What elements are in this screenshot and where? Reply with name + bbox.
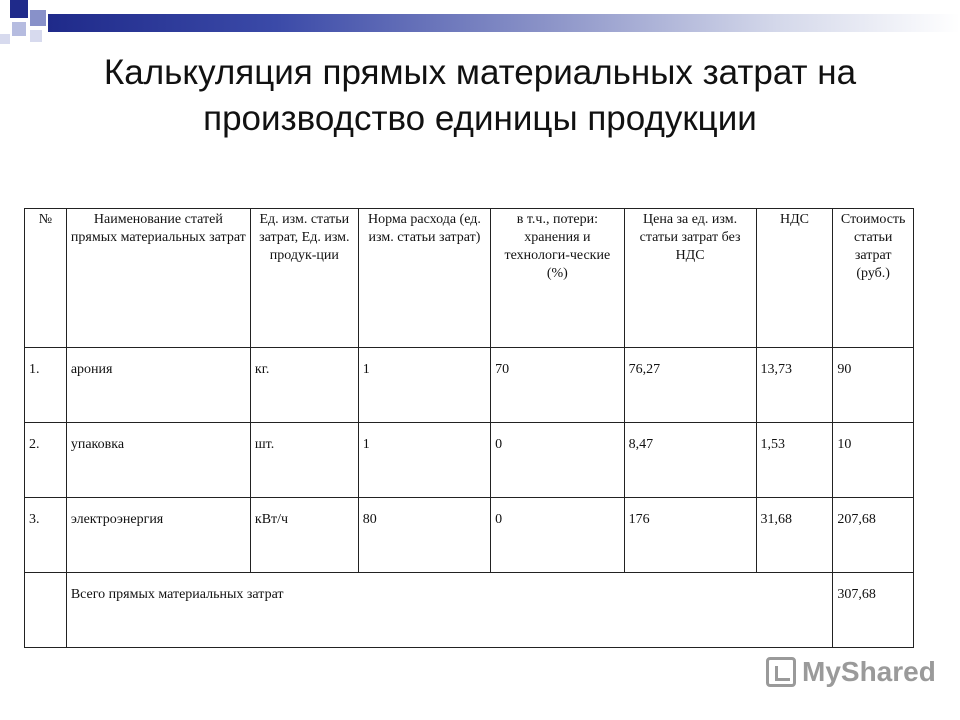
cell-norm: 1 bbox=[358, 423, 490, 498]
cell-unit: кВт/ч bbox=[250, 498, 358, 573]
logo-text: MyShared bbox=[802, 656, 936, 687]
header-unit: Ед. изм. статьи затрат, Ед. изм. продук-ции bbox=[250, 209, 358, 348]
cell-norm: 80 bbox=[358, 498, 490, 573]
total-row bbox=[25, 573, 914, 648]
table-row bbox=[25, 348, 914, 423]
decor-square bbox=[30, 10, 46, 26]
cell-cost: 90 bbox=[833, 348, 914, 423]
cell-unit: шт. bbox=[250, 423, 358, 498]
cell-name: электроэнергия bbox=[66, 498, 250, 573]
table-header-row bbox=[25, 209, 914, 348]
cell-price: 76,27 bbox=[624, 348, 756, 423]
cell-empty bbox=[25, 573, 67, 648]
cell-nds: 1,53 bbox=[756, 423, 833, 498]
decor-square bbox=[0, 34, 10, 44]
myshared-logo-icon bbox=[766, 657, 796, 687]
cell-nds: 13,73 bbox=[756, 348, 833, 423]
myshared-logo bbox=[766, 654, 936, 690]
header-norm: Норма расхода (ед. изм. статьи затрат) bbox=[358, 209, 490, 348]
cell-losses: 0 bbox=[491, 423, 624, 498]
cell-number: 2. bbox=[25, 423, 67, 498]
header-losses: в т.ч., потери: хранения и технологи-ческие (%) bbox=[491, 209, 624, 348]
cell-name: упаковка bbox=[66, 423, 250, 498]
header-number: № bbox=[25, 209, 67, 348]
total-value: 307,68 bbox=[833, 573, 914, 648]
header-price: Цена за ед. изм. статьи затрат без НДС bbox=[624, 209, 756, 348]
cell-unit: кг. bbox=[250, 348, 358, 423]
table-row bbox=[25, 423, 914, 498]
cost-table bbox=[24, 208, 914, 648]
cell-name: арония bbox=[66, 348, 250, 423]
cell-price: 176 bbox=[624, 498, 756, 573]
cell-losses: 70 bbox=[491, 348, 624, 423]
header-cost: Стоимость статьи затрат (руб.) bbox=[833, 209, 914, 348]
cell-price: 8,47 bbox=[624, 423, 756, 498]
cell-norm: 1 bbox=[358, 348, 490, 423]
cell-losses: 0 bbox=[491, 498, 624, 573]
header-nds: НДС bbox=[756, 209, 833, 348]
cell-cost: 207,68 bbox=[833, 498, 914, 573]
gradient-bar bbox=[48, 14, 960, 32]
decor-square bbox=[30, 30, 42, 42]
cell-cost: 10 bbox=[833, 423, 914, 498]
table-row bbox=[25, 498, 914, 573]
cell-nds: 31,68 bbox=[756, 498, 833, 573]
header-name: Наименование статей прямых материальных затрат bbox=[66, 209, 250, 348]
decor-square bbox=[10, 0, 28, 18]
decor-square bbox=[12, 22, 26, 36]
total-label: Всего прямых материальных затрат bbox=[66, 573, 833, 648]
cell-number: 3. bbox=[25, 498, 67, 573]
cell-number: 1. bbox=[25, 348, 67, 423]
slide-title: Калькуляция прямых материальных затрат на производство единицы продукции bbox=[103, 53, 857, 138]
